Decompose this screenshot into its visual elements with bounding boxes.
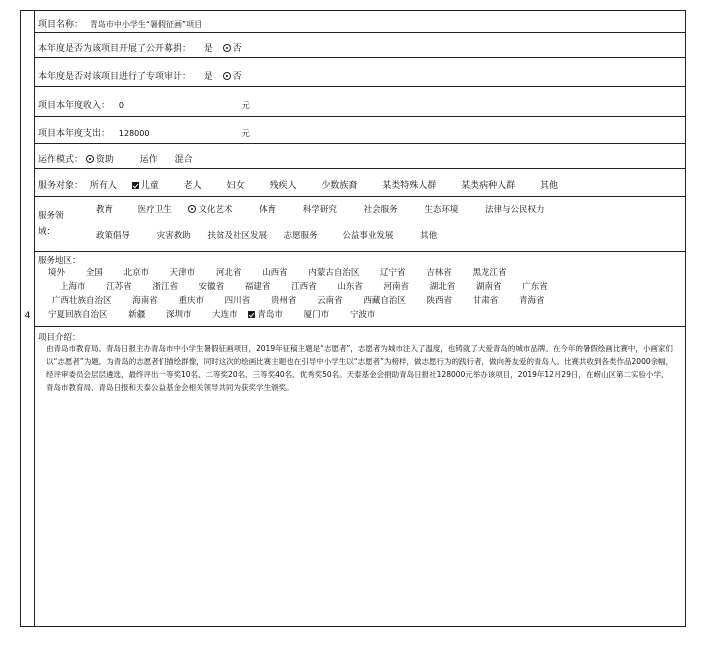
service-fields-line1: [96, 203, 552, 215]
income-unit: 元: [241, 101, 250, 110]
region-option[interactable]: 广东省: [522, 282, 548, 292]
expense-label: 项目本年度支出：: [38, 129, 111, 139]
option-yes[interactable]: 是: [203, 44, 213, 54]
radio-selected-icon: [223, 72, 231, 80]
field-option[interactable]: 医疗卫生: [137, 205, 172, 215]
region-option[interactable]: 海南省: [132, 296, 158, 306]
option-yes[interactable]: 是: [203, 72, 213, 82]
region-option[interactable]: 大连市: [212, 310, 238, 320]
checkbox-checked-icon: [132, 182, 139, 189]
operation-option[interactable]: 资助: [86, 152, 114, 165]
region-option[interactable]: 北京市: [123, 268, 149, 278]
checkbox-checked-icon: [248, 311, 255, 318]
special-audit-label: 本年度是否对该项目进行了专项审计：: [38, 72, 192, 82]
region-option[interactable]: 广西壮族自治区: [52, 296, 112, 306]
region-option[interactable]: 厦门市: [303, 310, 330, 320]
service-fields-label: 服务领 域：: [38, 211, 64, 237]
region-option[interactable]: 福建省: [244, 282, 271, 292]
operation-mode-label: 运作模式：: [38, 155, 84, 165]
region-option[interactable]: 西藏自治区: [363, 296, 406, 306]
project-name-row: [34, 11, 685, 33]
region-option[interactable]: 江西省: [291, 282, 317, 292]
intro-label: 项目介绍：: [38, 333, 81, 343]
service-targets-row: [34, 169, 685, 197]
region-option[interactable]: 辽宁省: [380, 268, 406, 278]
region-option[interactable]: 河南省: [383, 282, 410, 292]
special-audit-row: [34, 58, 685, 87]
region-option[interactable]: 云南省: [317, 296, 343, 306]
public-fundraising-row: [34, 33, 685, 58]
region-line: [38, 280, 555, 292]
field-option[interactable]: 志愿服务: [283, 231, 318, 241]
region-option[interactable]: 吉林省: [426, 268, 452, 278]
region-line: [38, 308, 382, 320]
region-option[interactable]: 湖南省: [475, 282, 502, 292]
field-option[interactable]: 教育: [96, 205, 114, 215]
region-option[interactable]: 甘肃省: [472, 296, 499, 306]
target-option[interactable]: 残疾人: [269, 181, 297, 191]
index-column: [21, 11, 35, 626]
project-name-value: 青岛市中小学生“暑假征画”项目: [89, 20, 203, 29]
region-option[interactable]: 山西省: [262, 268, 288, 278]
service-fields-row: [34, 197, 685, 252]
region-option[interactable]: 天津市: [169, 268, 196, 278]
region-option[interactable]: 贵州省: [270, 296, 297, 306]
public-fundraising-label: 本年度是否为该项目开展了公开募捐：: [38, 44, 192, 54]
field-option[interactable]: 生态环境: [424, 205, 459, 215]
region-option[interactable]: 新疆: [128, 310, 146, 320]
radio-selected-icon: [223, 44, 231, 52]
service-region-row: [34, 252, 685, 327]
field-option[interactable]: 科学研究: [302, 205, 337, 215]
expense-row: [34, 117, 685, 144]
region-option[interactable]: 宁波市: [349, 310, 376, 320]
option-no[interactable]: 否: [223, 41, 242, 54]
region-option[interactable]: 重庆市: [178, 296, 204, 306]
project-form: [20, 10, 686, 627]
region-option[interactable]: 江苏省: [106, 282, 132, 292]
region-option[interactable]: 河北省: [215, 268, 242, 278]
region-option[interactable]: 浙江省: [152, 282, 178, 292]
region-option[interactable]: 安徽省: [198, 282, 225, 292]
region-line: [38, 294, 551, 306]
field-option[interactable]: 文化艺术: [188, 203, 232, 215]
region-option[interactable]: 全国: [85, 268, 103, 278]
income-row: [34, 87, 685, 117]
field-option[interactable]: 政策倡导: [96, 231, 131, 241]
service-region-label: 服务地区：: [38, 256, 81, 266]
target-option[interactable]: 所有人: [89, 181, 117, 191]
field-option[interactable]: 灾害救助: [156, 231, 191, 241]
target-option[interactable]: 某类特殊人群: [382, 181, 437, 191]
region-option[interactable]: 境外: [48, 268, 66, 278]
region-option-checked[interactable]: 青岛市: [248, 308, 283, 320]
field-option[interactable]: 体育: [259, 205, 277, 215]
intro-row: [34, 327, 685, 628]
target-option[interactable]: 老人: [183, 181, 202, 191]
target-option[interactable]: 少数族裔: [321, 181, 358, 191]
region-option[interactable]: 内蒙古自治区: [308, 268, 360, 278]
region-option[interactable]: 青海省: [518, 296, 545, 306]
region-option[interactable]: 湖北省: [429, 282, 456, 292]
radio-selected-icon: [188, 205, 196, 213]
field-option[interactable]: 法律与公民权力: [485, 205, 545, 215]
region-option[interactable]: 黑龙江省: [472, 268, 507, 278]
target-option[interactable]: 某类病种人群: [461, 181, 516, 191]
income-label: 项目本年度收入：: [38, 101, 111, 111]
target-option[interactable]: 儿童: [132, 178, 159, 191]
service-targets-label: 服务对象：: [38, 181, 84, 191]
expense-unit: 元: [241, 129, 250, 138]
region-option[interactable]: 四川省: [224, 296, 251, 306]
intro-text: 由青岛市教育局、青岛日报主办青岛市中小学生暑假征画项目，2019年征稿主题是“志愿者”，志愿者为城市注入了温度，也铸就了大爱青岛的城市品牌。在今年的暑假绘画比赛中，小画家们以“志愿者”为题，为青岛的志愿者们描绘群像，同时这次的绘画比赛主题也在引导中小学生以“志愿者”为榜样，做志愿行为的践行者，做向善友爱的青岛人。比赛共收到各类作品2000余幅，经评审委员会层层遴选，最终评出一等奖10名、二等奖20名、三等奖40名、优秀奖50名。天泰基金会捐助青岛日报社128000元举办该项目，2019年12月29日，在崂山区第二实验小学，青岛市教育局、青岛日报和天泰公益基金会相关领导共同为获奖学生颁奖。: [46, 344, 674, 392]
option-no[interactable]: 否: [223, 69, 242, 82]
field-option[interactable]: 其他: [420, 231, 438, 241]
row-index: 4: [24, 311, 31, 321]
region-option[interactable]: 山东省: [337, 282, 363, 292]
region-option[interactable]: 宁夏回族自治区: [48, 310, 108, 320]
operation-mode-row: [34, 144, 685, 169]
project-name-label: 项目名称：: [38, 20, 84, 30]
income-value: 0: [118, 101, 124, 110]
service-fields-line2: [96, 229, 444, 241]
operation-option[interactable]: 混合: [174, 155, 193, 165]
radio-selected-icon: [86, 155, 94, 163]
operation-option[interactable]: 运作: [139, 155, 158, 165]
field-option[interactable]: 扶贫及社区发展: [207, 231, 267, 241]
field-option[interactable]: 社会服务: [363, 205, 398, 215]
region-line: [38, 266, 513, 278]
region-option[interactable]: 陕西省: [426, 296, 453, 306]
expense-value: 128000: [118, 129, 150, 138]
region-option[interactable]: 深圳市: [165, 310, 192, 320]
field-option[interactable]: 公益事业发展: [342, 231, 394, 241]
target-option[interactable]: 其他: [540, 181, 559, 191]
target-option[interactable]: 妇女: [226, 181, 245, 191]
region-option[interactable]: 上海市: [60, 282, 86, 292]
